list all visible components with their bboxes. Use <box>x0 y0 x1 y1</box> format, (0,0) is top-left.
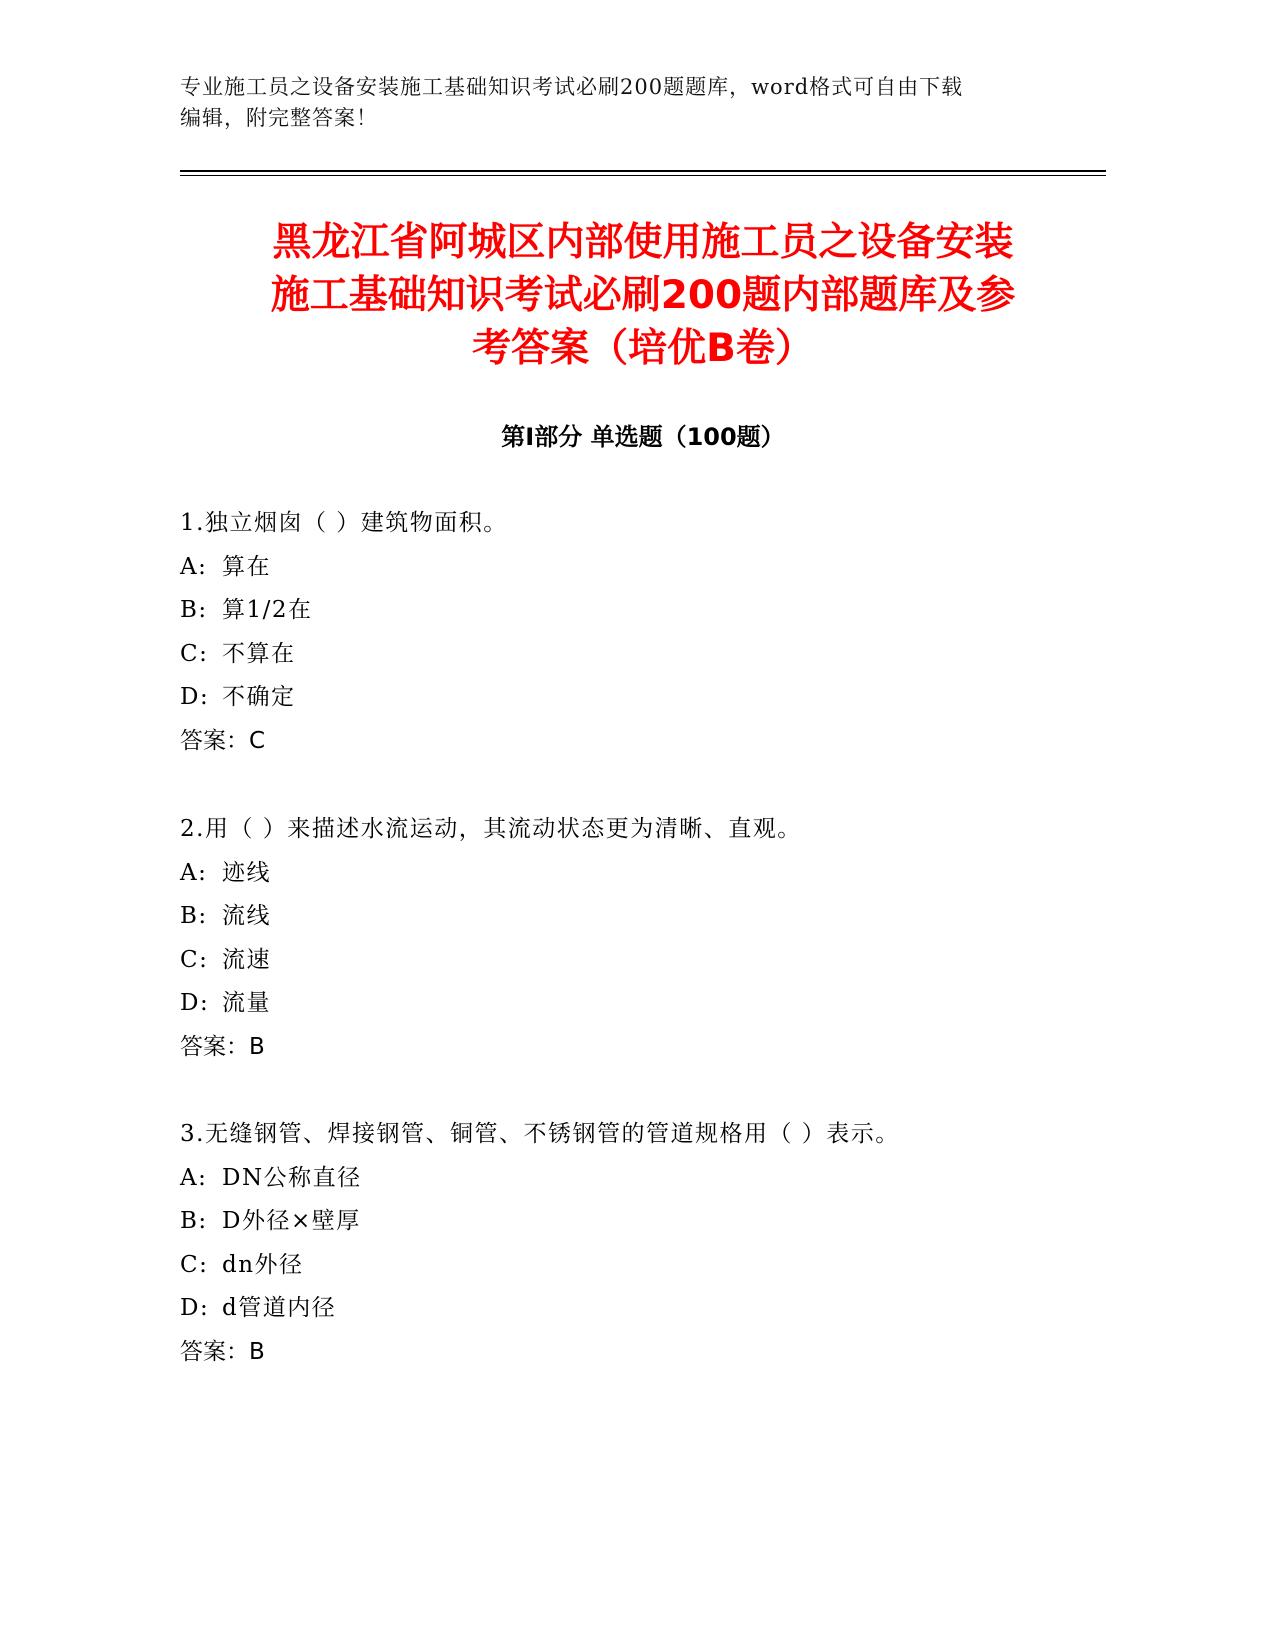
option-key: B: <box>180 903 208 929</box>
option-text: 算1/2在 <box>222 597 313 623</box>
answer-text: 答案：C <box>180 727 266 754</box>
option-b <box>180 1200 1080 1244</box>
question-stem: 1.独立烟囱（ ）建筑物面积。 <box>180 510 508 536</box>
option-a <box>180 852 1080 896</box>
document-title-line-3: 考答案（培优B卷） <box>472 326 814 371</box>
section-title: 第Ⅰ部分 单选题（100题） <box>501 423 785 451</box>
option-key: C: <box>180 1251 209 1278</box>
option-key: D: <box>180 990 210 1016</box>
option-b <box>180 589 1080 633</box>
option-text: 不算在 <box>222 640 296 667</box>
question-stem: 2.用（ ）来描述水流运动，其流动状态更为清晰、直观。 <box>180 816 802 842</box>
document-title-line-2: 施工基础知识考试必刷200题内部题库及参 <box>270 273 1016 318</box>
option-key: B: <box>180 597 208 623</box>
question-2 <box>180 808 1080 1069</box>
option-text: 流线 <box>222 903 271 929</box>
header-divider-thick <box>180 170 1106 172</box>
option-key: A: <box>180 1164 208 1191</box>
question-3 <box>180 1113 1080 1374</box>
header-divider-thin <box>180 175 1106 176</box>
document-title <box>180 216 1106 375</box>
option-text: d管道内径 <box>222 1295 337 1321</box>
option-key: B: <box>180 1208 208 1234</box>
option-d <box>180 1287 1080 1331</box>
question-1 <box>180 502 1080 763</box>
option-text: 算在 <box>222 553 271 580</box>
option-b <box>180 895 1080 939</box>
option-text: dn外径 <box>222 1251 304 1278</box>
option-key: D: <box>180 684 210 710</box>
option-c <box>180 939 1080 983</box>
answer-text: 答案：B <box>180 1338 265 1365</box>
question-stem: 3.无缝钢管、焊接钢管、铜管、不锈钢管的管道规格用（ ）表示。 <box>180 1121 900 1147</box>
header-note-line-2: 编辑，附完整答案！ <box>180 106 378 130</box>
option-key: A: <box>180 859 208 886</box>
option-text: 流速 <box>222 946 271 973</box>
option-c <box>180 633 1080 677</box>
option-key: C: <box>180 946 209 973</box>
header-note <box>180 72 1060 134</box>
option-c <box>180 1244 1080 1288</box>
option-text: 流量 <box>222 990 271 1016</box>
option-key: A: <box>180 553 208 580</box>
answer-text: 答案：B <box>180 1033 265 1060</box>
option-text: DN公称直径 <box>222 1164 362 1191</box>
option-d <box>180 676 1080 720</box>
option-text: D外径×壁厚 <box>222 1208 361 1234</box>
document-title-line-1: 黑龙江省阿城区内部使用施工员之设备安装 <box>272 220 1014 265</box>
option-a <box>180 546 1080 590</box>
option-a <box>180 1157 1080 1201</box>
option-text: 迹线 <box>222 859 271 886</box>
option-text: 不确定 <box>222 684 296 710</box>
option-d <box>180 982 1080 1026</box>
option-key: C: <box>180 640 209 667</box>
option-key: D: <box>180 1295 210 1321</box>
header-note-line-1: 专业施工员之设备安装施工基础知识考试必刷200题题库，word格式可自由下载 <box>180 75 964 99</box>
